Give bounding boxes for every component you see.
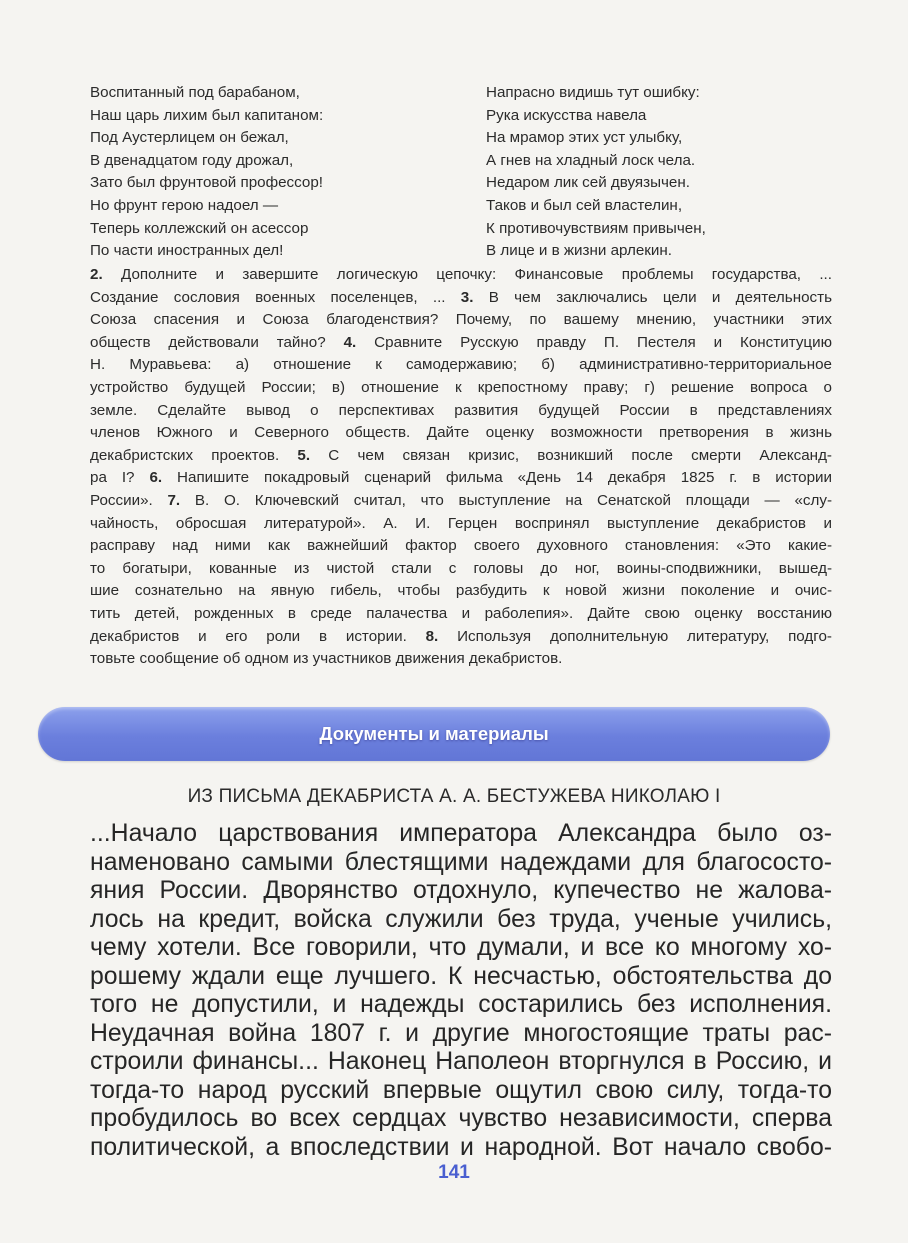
question-text: Создание сословия военных поселенцев, ... [90,288,461,306]
poem-line: В лице и в жизни арлекин. [486,242,672,260]
poem-line: Теперь коллежский он асессор [90,219,309,237]
question-text: ра I? [90,469,150,487]
question-line [90,445,832,468]
document-line: Неудачная война 1807 г. и другие многостоящие траты рас- [90,1019,832,1047]
question-text: товьте сообщение об одном из участников движения декабристов. [90,650,563,668]
question-number: 5. [297,446,311,464]
epigram-poems [90,82,790,263]
question-text: Напишите покадровый сценарий фильма «День 14 декабря 1825 г. в истории [162,469,832,487]
question-text: тить детей, рожденных в среде палачества и раболепия». Дайте свою оценку восстанию [90,604,832,622]
page-number: 141 [438,1162,470,1183]
document-line: яния России. Дворянство отдохнуло, купечество не жалова- [90,877,832,904]
poem-line: А гнев на хладный лоск чела. [486,151,696,169]
document-line: наменовано самыми блестящими надеждами для благососто- [90,848,832,876]
section-banner-label: Документы и материалы [319,723,549,744]
question-line [90,558,832,581]
poem-line: Таков и был сей властелин, [486,196,683,214]
question-text: то богатыри, кованные из чистой стали с головы до ног, воины-сподвижники, вышед- [90,559,832,577]
poem-line: Зато был фрунтовой профессор! [90,174,323,192]
document-line: того не допустили, и надежды состарились без исполнения. [90,991,832,1018]
question-text: Дополните и завершите логическую цепочку: Финансовые проблемы государства, ... [102,266,832,283]
poem-line: Рука искусства навела [486,106,647,124]
question-text: России». [90,491,168,509]
question-line [90,354,832,377]
question-line [90,467,832,490]
question-text: устройство будущей России; в) отношение к крепостному праву; г) решение вопроса о [90,378,832,396]
document-text [90,820,832,1162]
poem-line: Воспитанный под барабаном, [90,84,300,101]
document-line: ...Начало царствования императора Александра было оз- [90,820,832,847]
question-line [90,626,832,649]
question-text: декабристских проектов. [90,446,298,464]
document-line: рошему ждали еще лучшего. К несчастью, обстоятельства до [90,962,832,990]
poem-line: Напрасно видишь тут ошибку: [486,84,700,101]
question-text: В чем заключались цели и деятельность [473,288,832,306]
question-text: членов Южного и Северного обществ. Дайте оценку возможности претворения в жизнь [90,424,832,442]
poem-line: Но фрунт герою надоел — [90,196,279,214]
question-line [90,580,832,603]
poem-left [90,82,486,263]
question-text: В. О. Ключевский считал, что выступление на Сенатской площади — «слу- [180,491,832,509]
poem-line: Наш царь лихим был капитаном: [90,106,324,124]
question-text: С чем связан кризис, возникший после смерти Александ- [310,446,832,464]
document-line: тогда-то народ русский впервые ощутил свою силу, тогда-то [90,1076,832,1104]
question-line [90,400,832,423]
question-number: 8. [425,627,439,645]
question-line [90,332,832,355]
question-line [90,648,832,671]
question-text: земле. Сделайте вывод о перспективах развития будущей России в представлениях [90,401,832,419]
document-line: строили финансы... Наконец Наполеон вторгнулся в Россию, и [90,1048,832,1075]
question-text: Союза спасения и Союза благоденствия? Почему, по вашему мнению, участники этих [90,311,832,329]
question-text: обществ действовали тайно? [90,333,344,351]
poem-line: На мрамор этих уст улыбку, [486,129,683,147]
question-line [90,513,832,536]
poem-line: В двенадцатом году дрожал, [90,151,294,169]
document-title: ИЗ ПИСЬМА ДЕКАБРИСТА А. А. БЕСТУЖЕВА НИКОЛАЮ I [187,786,721,807]
questions-block [90,264,832,671]
document-line: пробудилось во всех сердцах чувство независимости, сперва [90,1105,832,1132]
poem-line: По части иностранных дел! [90,242,284,260]
question-line [90,490,832,513]
poem-right [486,82,706,263]
question-text: расправу над ними как важнейший фактор своего духовного становления: «Это какие- [90,537,832,555]
question-line [90,309,832,332]
document-line: чему хотели. Все говорили, что думали, и все ко многому хо- [90,934,832,961]
poem-line: К противочувствиям привычен, [486,219,706,237]
question-text: Используя дополнительную литературу, подго- [438,627,832,645]
question-line [90,377,832,400]
question-text: декабристов и его роли в истории. [90,627,426,645]
question-number: 6. [149,469,163,487]
question-line [90,422,832,445]
question-number: 7. [167,491,181,509]
question-line [90,535,832,558]
question-number: 4. [343,333,357,351]
question-text: шие сознательно на явную гибель, чтобы разбудить к новой жизни поколение и очис- [90,582,832,600]
question-text: чайность, обросшая литературой». А. И. Герцен воспринял выступление декабристов и [90,514,832,532]
poem-line: Недаром лик сей двуязычен. [486,174,690,192]
question-line [90,603,832,626]
document-line: лось на кредит, войска служили без труда, ученые учились, [90,905,832,933]
question-text: Сравните Русскую правду П. Пестеля и Конституцию [356,333,832,351]
question-number: 3. [460,288,474,306]
question-line [90,264,832,287]
poem-line: Под Аустерлицем он бежал, [90,129,289,147]
question-text: Н. Муравьева: а) отношение к самодержавию; б) административно-территориальное [90,356,832,374]
question-number: 2. [90,266,103,283]
question-line [90,287,832,310]
section-banner [38,707,830,761]
document-line: политической, а впоследствии и народной. Вот начало свобо- [90,1133,832,1161]
